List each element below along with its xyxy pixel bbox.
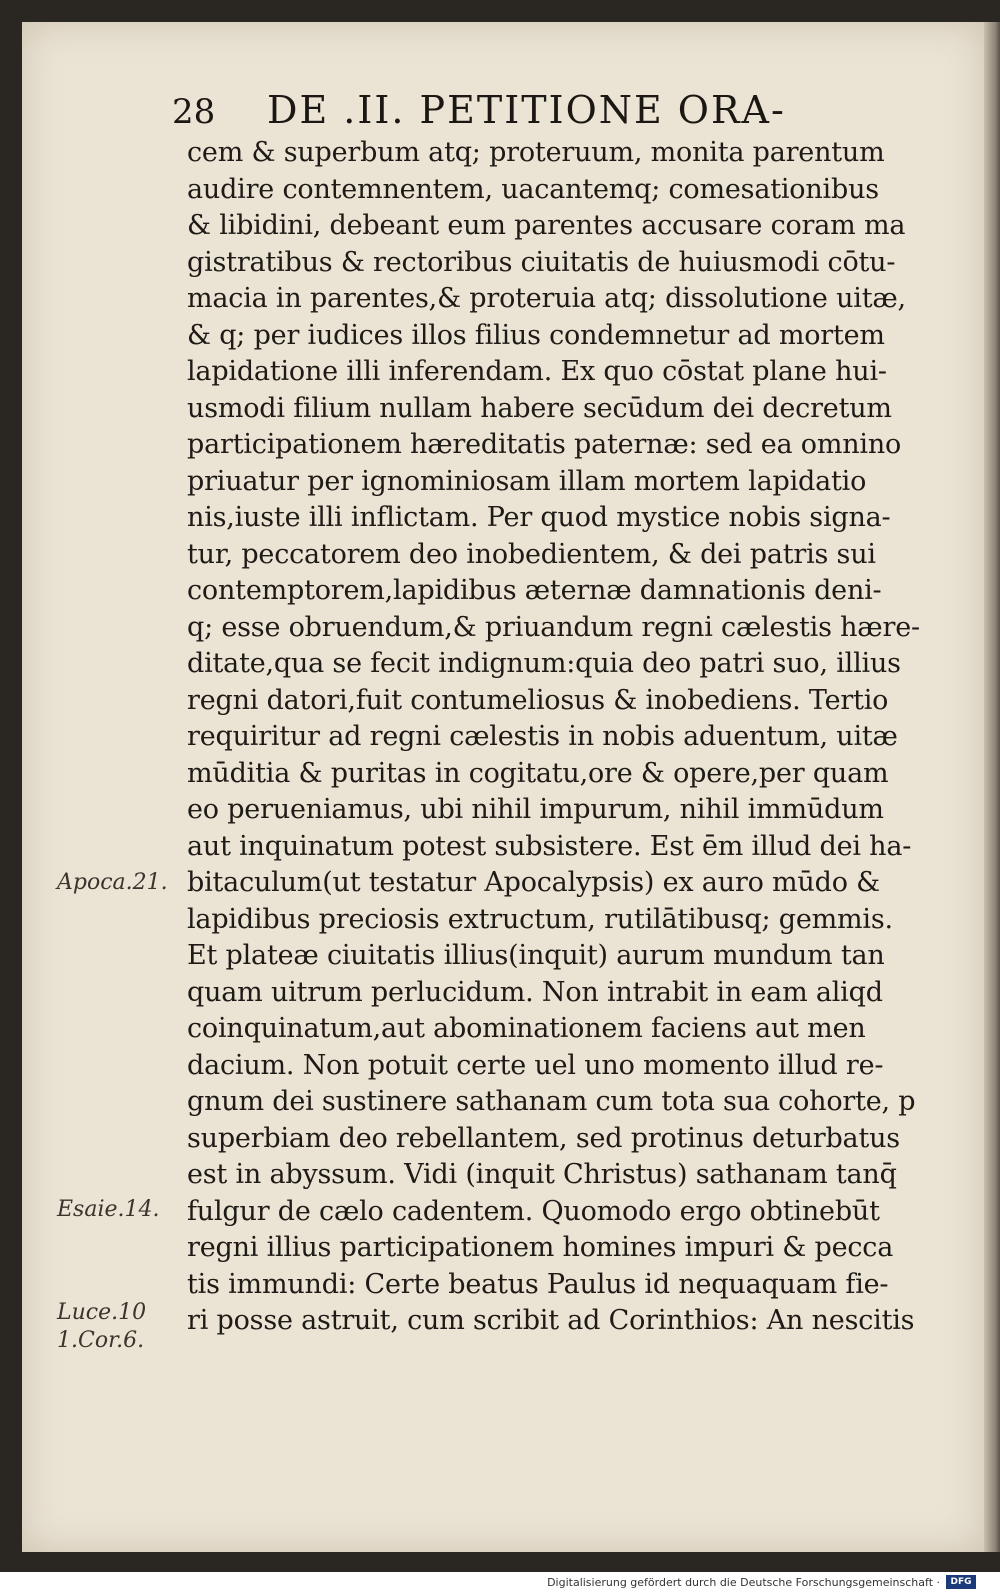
text-line: fulgur de cælo cadentem. Quomodo ergo obtinebūt: [187, 1195, 880, 1227]
text-line: aut inquinatum potest subsistere. Est ēm illud dei ha-: [187, 830, 912, 862]
text-line: eo perueniamus, ubi nihil impurum, nihil immūdum: [187, 794, 884, 825]
text-line: regni datori,fuit contumeliosus & inobediens. Tertio: [187, 684, 889, 716]
text-line: bitaculum(ut testatur Apocalypsis) ex auro mūdo &: [187, 867, 880, 898]
body-text: [187, 135, 927, 1340]
text-line: lapidatione illi inferendam. Ex quo cōstat plane hui-: [187, 356, 887, 387]
text-line: contemptorem,lapidibus æternæ damnationis deni-: [187, 575, 882, 606]
text-line: est in abyssum. Vidi (inquit Christus) sathanam tanq̄: [187, 1159, 897, 1190]
dfg-logo: DFG: [946, 1575, 976, 1589]
running-title: DE .II. PETITIONE ORA-: [267, 88, 786, 132]
text-line: usmodi filium nullam habere secūdum dei decretum: [187, 392, 892, 424]
margin-note-esai: Esaie.14.: [57, 1197, 160, 1222]
page-header: [22, 84, 984, 134]
text-line: dacium. Non potuit certe uel uno momento illud re-: [187, 1049, 884, 1081]
text-line: tur, peccatorem deo inobedientem, & dei patris sui: [187, 538, 876, 570]
text-line: q; esse obruendum,& priuandum regni cælestis hære-: [187, 611, 920, 643]
text-line: participationem hæreditatis paternæ: sed ea omnino: [187, 429, 902, 460]
text-line: superbiam deo rebellantem, sed protinus deturbatus: [187, 1122, 900, 1154]
text-line: tis immundi: Certe beatus Paulus id nequaquam fie-: [187, 1268, 889, 1300]
text-line: nis,iuste illi inflictam. Per quod mystice nobis signa-: [187, 502, 891, 533]
footer-credit: Digitalisierung gefördert durch die Deutsche Forschungsgemeinschaft ·: [547, 1576, 940, 1589]
text-line: ditate,qua se fecit indignum:quia deo patri suo, illius: [187, 648, 901, 679]
text-line: lapidibus preciosis extructum, rutilātibusq; gemmis.: [187, 903, 893, 935]
text-line: cem & superbum atq; proteruum, monita parentum: [187, 137, 885, 168]
text-line: macia in parentes,& proteruia atq; dissolutione uitæ,: [187, 283, 906, 314]
text-line: gnum dei sustinere sathanam cum tota sua cohorte, p: [187, 1086, 916, 1117]
text-line: ri posse astruit, cum scribit ad Corinthios: An nescitis: [187, 1305, 915, 1336]
text-line: Et plateæ ciuitatis illius(inquit) aurum mundum tan: [187, 940, 885, 971]
text-line: regni illius participationem homines impuri & pecca: [187, 1232, 894, 1263]
text-line: coinquinatum,aut abominationem faciens aut men: [187, 1013, 866, 1044]
text-line: requiritur ad regni cælestis in nobis aduentum, uitæ: [187, 721, 898, 752]
margin-note-cor: 1.Cor.6.: [57, 1328, 145, 1353]
text-line: gistratibus & rectoribus ciuitatis de huiusmodi cōtu-: [187, 246, 896, 278]
text-line: & q; per iudices illos filius condemnetur ad mortem: [187, 319, 885, 351]
page-edge: [984, 22, 1000, 1552]
margin-note-apoc: Apoca.21.: [57, 870, 168, 895]
page-number: 28: [172, 92, 216, 132]
text-line: mūditia & puritas in cogitatu,ore & opere,per quam: [187, 757, 889, 789]
book-page: [22, 22, 984, 1552]
text-line: & libidini, debeant eum parentes accusare coram ma: [187, 210, 906, 241]
text-line: priuatur per ignominiosam illam mortem lapidatio: [187, 465, 867, 497]
margin-note-luce: Luce.10: [57, 1300, 147, 1325]
text-line: audire contemnentem, uacantemq; comesationibus: [187, 173, 879, 205]
text-line: quam uitrum perlucidum. Non intrabit in eam aliqd: [187, 976, 883, 1008]
